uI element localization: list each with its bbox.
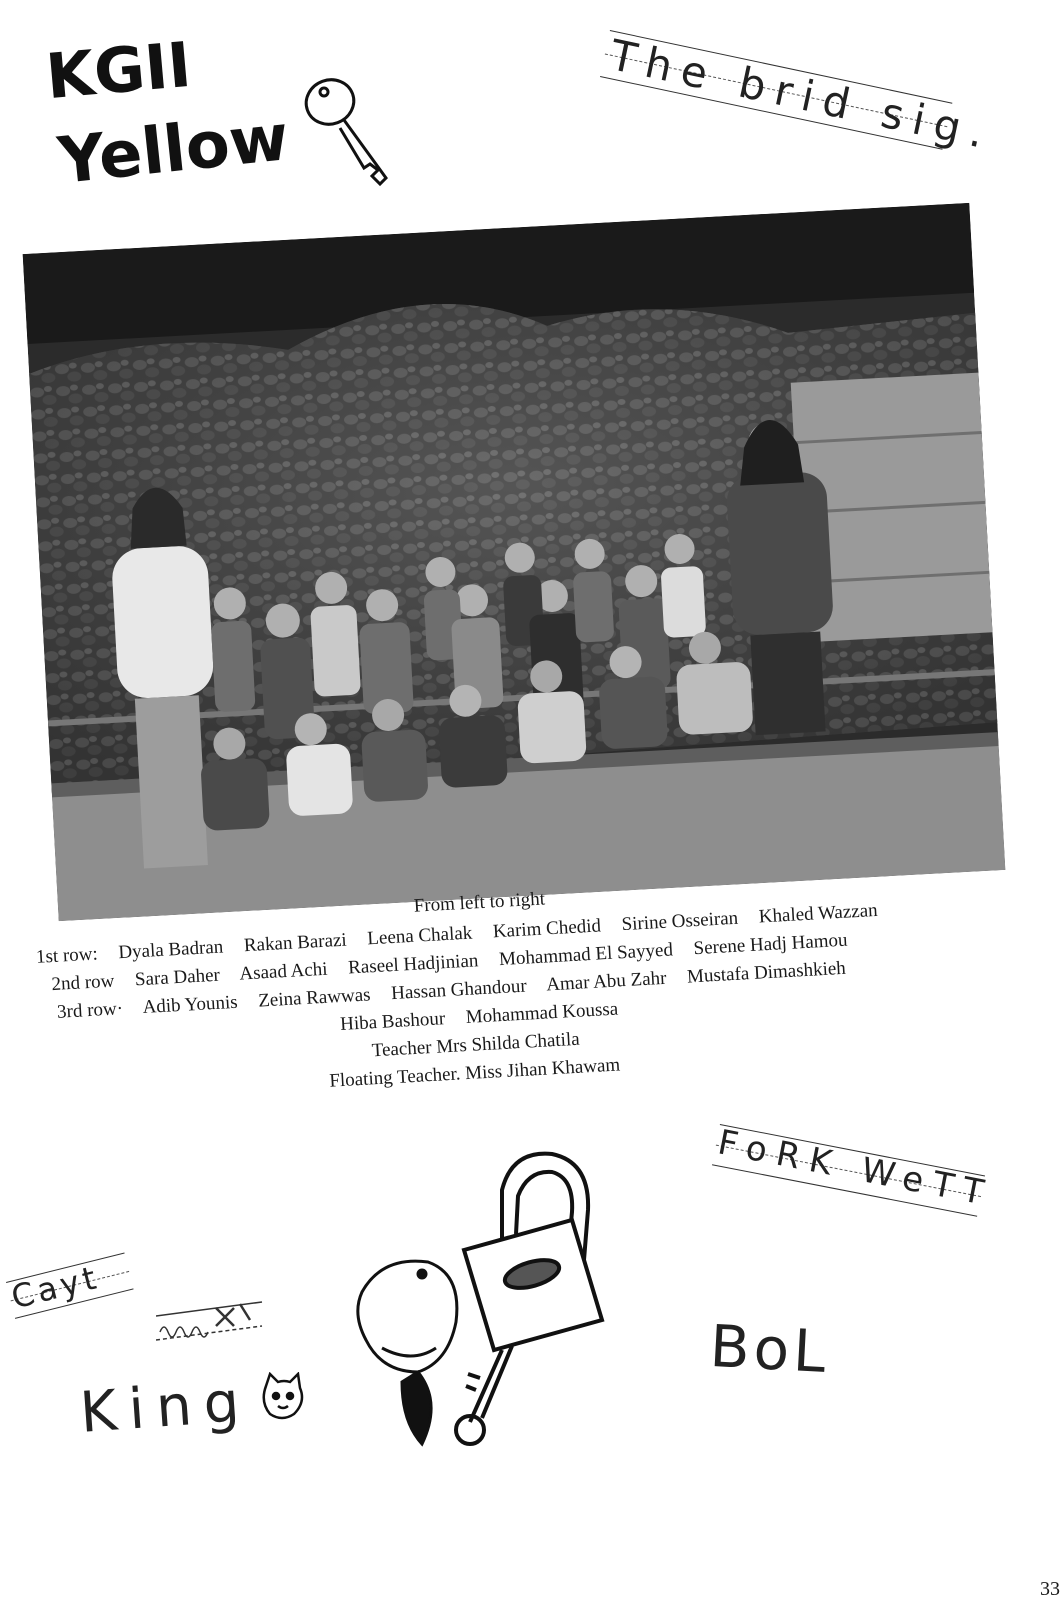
- bol-scribble-text: BoL: [708, 1311, 832, 1387]
- caption-name: Mohammad El Sayyed: [498, 939, 674, 971]
- caption-name: Karim Chedid: [492, 915, 602, 943]
- left-bottom-scribble: [6, 1252, 134, 1318]
- page-title-line2: Yellow: [54, 101, 293, 199]
- caption-row3-label: 3rd row·: [56, 998, 124, 1023]
- left-bottom-scribble-text: Cayt: [7, 1257, 104, 1317]
- caption-name: Sara Daher: [134, 964, 221, 991]
- caption-name: Serene Hadj Hamou: [693, 929, 849, 960]
- caption-heading: From left to right: [413, 888, 546, 917]
- caption-name: Sirine Osseiran: [621, 907, 739, 936]
- caption-name: Dyala Badran: [117, 936, 224, 964]
- caption-name: Asaad Achi: [238, 958, 329, 985]
- caption-name: Zeina Rawwas: [257, 984, 372, 1012]
- key-icon: [300, 72, 400, 192]
- caption-name: Rakan Barazi: [243, 929, 348, 957]
- page-number: 33: [1040, 1578, 1060, 1600]
- caption-name: Mohammad Koussa: [465, 998, 619, 1029]
- right-middle-scribble: [712, 1122, 997, 1217]
- caption-name: Amar Abu Zahr: [545, 967, 667, 996]
- caption-name: Khaled Wazzan: [758, 899, 879, 928]
- caption-floating-teacher: Floating Teacher. Miss Jihan Khawam: [328, 1054, 621, 1092]
- top-right-scribble: [600, 30, 999, 160]
- king-scribble-text: King: [77, 1369, 254, 1446]
- caption-name: Raseel Hadjinian: [347, 950, 479, 979]
- caption-teacher: Teacher Mrs Shilda Chatila: [371, 1028, 581, 1062]
- cat-face-icon: [260, 1372, 306, 1422]
- right-middle-scribble-text: FoRK WeTT: [714, 1122, 997, 1215]
- page-title-line1: KGII: [43, 27, 194, 114]
- top-right-scribble-text: The brid sig.: [605, 30, 999, 160]
- caption-name: Mustafa Dimashkieh: [686, 957, 847, 988]
- bird-icon: [352, 1252, 482, 1452]
- class-photo: [23, 203, 1006, 921]
- caption-name: Hiba Bashour: [339, 1008, 446, 1036]
- caption-row1-label: 1st row:: [35, 943, 99, 968]
- caption-row2-label: 2nd row: [50, 970, 115, 996]
- caption-name: Leena Chalak: [366, 922, 473, 950]
- photo-caption: [34, 863, 1006, 1166]
- squiggle-scribble: [156, 1296, 266, 1346]
- caption-name: Adib Younis: [142, 991, 239, 1019]
- caption-name: Hassan Ghandour: [390, 975, 528, 1005]
